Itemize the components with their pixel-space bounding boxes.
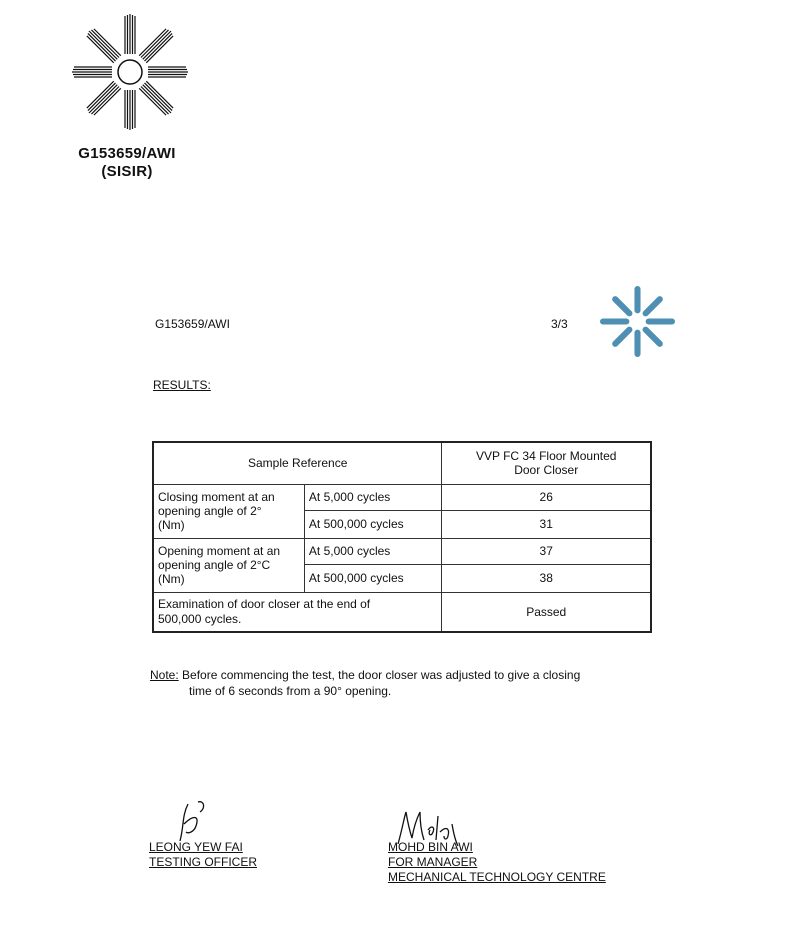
closing-moment-label-line3: (Nm) <box>158 518 185 532</box>
cycle-condition: At 500,000 cycles <box>304 510 441 538</box>
table-row <box>153 484 651 510</box>
examination-result: Passed <box>442 592 651 632</box>
note-text-line2: time of 6 seconds from a 90° opening. <box>189 684 392 698</box>
report-code <box>66 145 188 181</box>
report-code-line1: G153659/AWI <box>78 145 176 162</box>
cycle-condition: At 5,000 cycles <box>304 484 441 510</box>
examination-label-line1: Examination of door closer at the end of <box>158 596 371 611</box>
signatory-title: TESTING OFFICER <box>149 855 257 869</box>
closing-moment-label-line1: Closing moment at an <box>158 490 275 504</box>
header-sample-name-line1: VVP FC 34 Floor Mounted <box>475 449 617 464</box>
signatory-name: LEONG YEW FAI <box>149 840 243 854</box>
closing-moment-label <box>153 484 304 538</box>
results-table <box>152 441 652 633</box>
header-sample-name-line2: Door Closer <box>514 463 579 478</box>
header-sample-name <box>442 442 651 484</box>
report-code-line2: (SISIR) <box>101 163 153 180</box>
opening-moment-label-line2: opening angle of 2°C <box>158 558 271 572</box>
organization-logo <box>66 12 194 132</box>
opening-moment-label-line1: Opening moment at an <box>158 544 281 558</box>
header-sample-reference: Sample Reference <box>153 442 442 484</box>
measured-value: 38 <box>442 564 651 592</box>
measured-value: 26 <box>442 484 651 510</box>
note-label: Note: <box>150 668 179 682</box>
cycle-condition: At 5,000 cycles <box>304 538 441 564</box>
opening-moment-label <box>153 538 304 592</box>
opening-moment-label-line3: (Nm) <box>158 572 185 586</box>
note-block <box>150 667 655 699</box>
table-row <box>153 538 651 564</box>
stamp-logo <box>600 284 675 359</box>
examination-label-line2: 500,000 cycles. <box>158 611 242 626</box>
signature-scrawl-left <box>170 796 220 846</box>
cycle-condition: At 500,000 cycles <box>304 564 441 592</box>
table-header-row <box>153 442 651 484</box>
closing-moment-label-line2: opening angle of 2° <box>158 504 262 518</box>
note-line1 <box>150 667 655 683</box>
measured-value: 31 <box>442 510 651 538</box>
manager-signature <box>388 840 606 885</box>
signatory-title: FOR MANAGER <box>388 855 478 869</box>
examination-label <box>153 592 442 632</box>
page-number: 3/3 <box>551 317 568 331</box>
signatory-department: MECHANICAL TECHNOLOGY CENTRE <box>388 870 606 884</box>
measured-value: 37 <box>442 538 651 564</box>
signatory-name: MOHD BIN AWI <box>388 840 473 854</box>
reference-number: G153659/AWI <box>155 317 230 331</box>
results-heading: RESULTS: <box>153 378 211 392</box>
note-text-line1: Before commencing the test, the door closer was adjusted to give a closing <box>182 668 581 682</box>
table-row <box>153 592 651 632</box>
testing-officer-signature <box>149 840 257 870</box>
